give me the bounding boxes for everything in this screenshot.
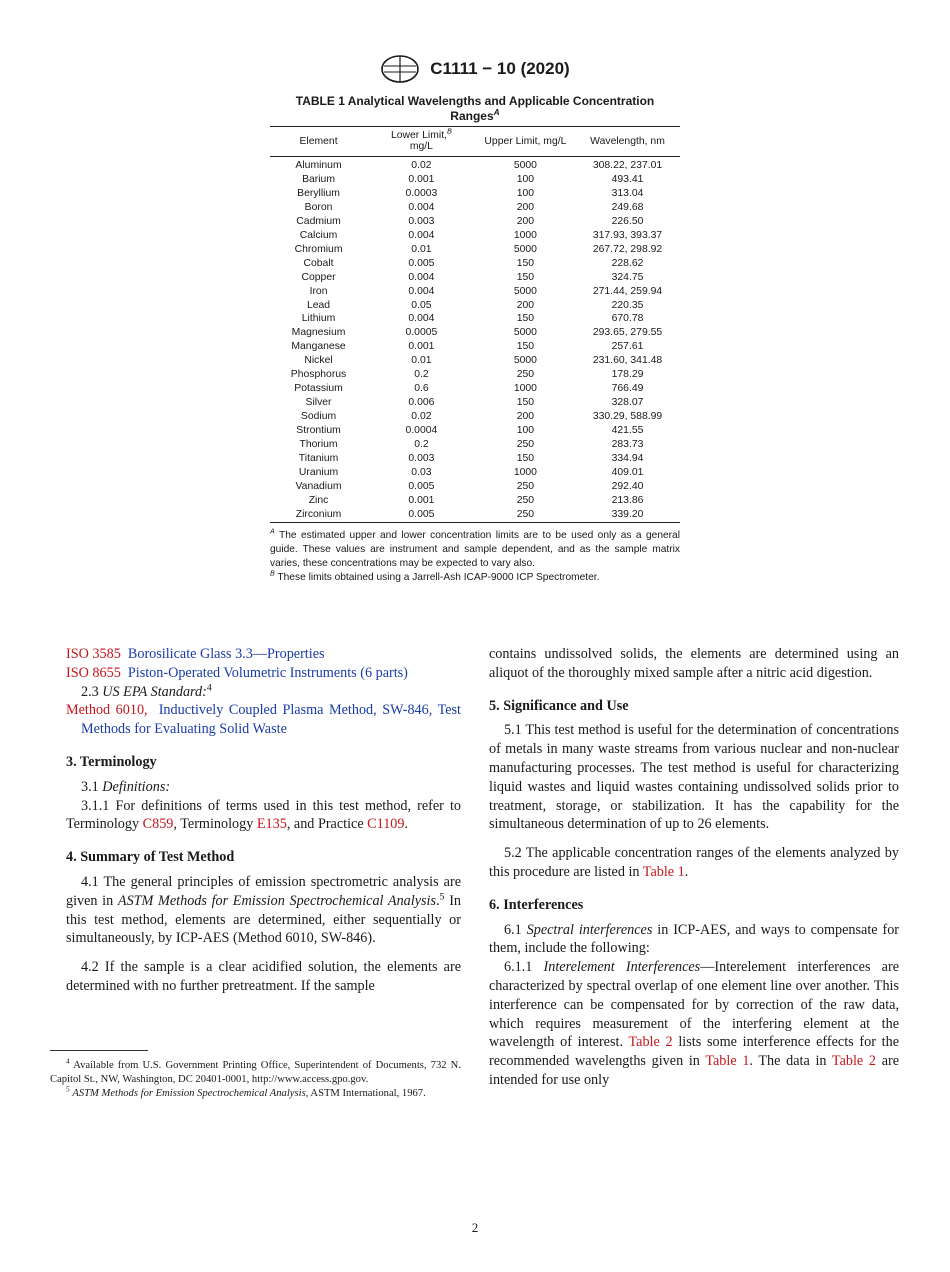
cell-wavelength: 334.94 xyxy=(611,453,644,465)
table-1-link[interactable]: Table 1 xyxy=(642,863,685,880)
section-number: 6.1.1 xyxy=(504,959,533,976)
cell-element: Potassium xyxy=(294,383,343,395)
cell-element: Strontium xyxy=(296,425,341,437)
header-lower-limit-sup: B xyxy=(446,126,452,136)
page-footnotes xyxy=(50,1056,461,1102)
cell-upper-limit: 250 xyxy=(516,439,535,451)
cell-lower-limit: 0.0005 xyxy=(405,327,438,339)
table-header-row xyxy=(270,127,680,157)
table-row xyxy=(270,354,680,368)
cell-upper-limit: 150 xyxy=(516,341,535,353)
cell-upper-limit: 250 xyxy=(516,369,535,381)
table-footnote-b xyxy=(270,571,680,585)
cell-wavelength: 213.86 xyxy=(611,494,644,506)
concentration-table xyxy=(270,126,680,523)
cell-lower-limit: 0.005 xyxy=(408,480,435,492)
cell-wavelength: 178.29 xyxy=(611,369,644,381)
cell-element: Beryllium xyxy=(297,187,340,199)
cell-wavelength: 220.35 xyxy=(611,299,644,311)
table-footnote-a-mark: A xyxy=(270,527,275,536)
standard-link-c1109[interactable]: C1109 xyxy=(367,816,405,833)
cell-wavelength: 324.75 xyxy=(611,271,644,283)
cell-upper-limit: 100 xyxy=(516,173,535,185)
section-5-2 xyxy=(489,844,899,882)
table-footnote-b-text: These limits obtained using a Jarrell-Ash ICAP-9000 ICP Spectrometer. xyxy=(277,572,600,583)
cell-element: Vanadium xyxy=(295,480,342,492)
reference-method-6010 xyxy=(66,701,461,739)
footnote-rule xyxy=(50,1050,148,1051)
section-title: US EPA Standard: xyxy=(102,683,207,700)
cell-upper-limit: 5000 xyxy=(513,355,537,367)
section-5-1: 5.1 This test method is useful for the determination of concentrations of metals in many waste streams from various nuclear and non-nuclear manufacturing processes. The test method is useful for characterizing liquid wastes and liquid wastes containing undissolved solids prior to treatment, storage, or stabilization. It has the capability for the simultaneous determination of up to 26 elements. xyxy=(489,722,899,833)
table-footnotes xyxy=(270,529,680,585)
cell-wavelength: 766.49 xyxy=(611,383,644,395)
cell-upper-limit: 150 xyxy=(516,453,535,465)
table-caption-footnote-mark: A xyxy=(493,107,500,117)
cell-upper-limit: 200 xyxy=(516,299,535,311)
section-3-1-1 xyxy=(66,797,461,835)
cell-wavelength: 283.73 xyxy=(611,439,644,451)
page-number: 2 xyxy=(471,1220,479,1235)
table-row xyxy=(270,157,680,173)
heading-terminology: 3. Terminology xyxy=(66,753,157,770)
cell-lower-limit: 0.01 xyxy=(411,355,432,367)
footnote-ref[interactable]: 4 xyxy=(206,681,212,693)
cell-upper-limit: 5000 xyxy=(513,243,537,255)
cell-element: Cobalt xyxy=(303,257,334,269)
heading-interferences: 6. Interferences xyxy=(489,896,584,913)
paragraph-text: , Terminology xyxy=(173,816,254,833)
section-2-3 xyxy=(66,683,461,702)
cell-wavelength: 271.44, 259.94 xyxy=(592,285,663,297)
cell-wavelength: 292.40 xyxy=(611,480,644,492)
footnote-text: , ASTM International, 1967. xyxy=(305,1088,426,1100)
cell-lower-limit: 0.2 xyxy=(414,369,429,381)
section-4-2-continued: contains undissolved solids, the elements are determined using an aliquot of the thoroughly mixed sample after a nitric acid digestion. xyxy=(489,646,899,681)
page-header xyxy=(0,54,950,84)
paragraph-text: . xyxy=(404,816,409,833)
cell-wavelength: 249.68 xyxy=(611,201,644,213)
table-row xyxy=(270,480,680,494)
cell-wavelength: 670.78 xyxy=(611,313,644,325)
cell-lower-limit: 0.0003 xyxy=(405,187,438,199)
cell-wavelength: 226.50 xyxy=(611,215,644,227)
cell-lower-limit: 0.005 xyxy=(408,257,435,269)
cell-lower-limit: 0.005 xyxy=(367,508,476,522)
cell-upper-limit: 5000 xyxy=(513,327,537,339)
cell-lower-limit: 0.004 xyxy=(408,229,435,241)
header-lower-limit-unit: mg/L xyxy=(409,141,433,152)
paragraph-text: , and Practice xyxy=(286,816,364,833)
cell-wavelength: 231.60, 341.48 xyxy=(592,355,663,367)
section-number: 3.1 xyxy=(81,778,99,795)
cell-wavelength: 421.55 xyxy=(611,425,644,437)
cell-element: Iron xyxy=(309,285,328,297)
cell-element: Calcium xyxy=(299,229,338,241)
cell-wavelength: 257.61 xyxy=(611,341,644,353)
cell-upper-limit: 150 xyxy=(516,271,535,283)
cell-wavelength: 339.20 xyxy=(575,508,680,522)
cell-lower-limit: 0.03 xyxy=(411,466,432,478)
table-footnote-a-text: The estimated upper and lower concentration limits are to be used only as a general guide. These values are instrument and sample dependent, and as the sample matrix varies, these concentrations may be expected to vary also. xyxy=(270,530,680,569)
table-row xyxy=(270,438,680,452)
cell-element: Lead xyxy=(306,299,331,311)
heading-summary: 4. Summary of Test Method xyxy=(66,849,235,866)
table-row xyxy=(270,285,680,299)
cell-lower-limit: 0.004 xyxy=(408,285,435,297)
cell-lower-limit: 0.003 xyxy=(408,453,435,465)
cell-lower-limit: 0.004 xyxy=(408,201,435,213)
table-caption-text: TABLE 1 Analytical Wavelengths and Applicable Concentration Ranges xyxy=(295,94,655,123)
cell-element: Aluminum xyxy=(295,160,342,171)
table-row xyxy=(270,410,680,424)
table-row xyxy=(270,201,680,215)
paragraph-text: 3.1.1 For definitions of terms used in this test method, refer to Terminology xyxy=(66,797,461,833)
cell-element: Sodium xyxy=(300,411,337,423)
cell-element: Boron xyxy=(304,201,333,213)
table-row xyxy=(270,243,680,257)
paragraph-text: . The data in xyxy=(749,1053,827,1070)
cell-element: Manganese xyxy=(291,341,346,353)
cell-wavelength: 330.29, 588.99 xyxy=(592,411,663,423)
cell-element: Zirconium xyxy=(270,508,367,522)
header-wavelength: Wavelength, nm xyxy=(575,127,680,157)
reference-code-link[interactable]: ISO 8655 xyxy=(66,664,121,681)
left-column xyxy=(66,645,461,996)
cell-upper-limit: 250 xyxy=(516,494,535,506)
table-2-link[interactable]: Table 2 xyxy=(831,1053,877,1070)
standard-link-e135[interactable]: E135 xyxy=(256,816,287,833)
section-6-1 xyxy=(489,921,899,959)
publication-title: ASTM Methods for Emission Spectrochemical Analysis xyxy=(117,892,436,909)
footnote-5 xyxy=(50,1084,461,1101)
cell-upper-limit: 250 xyxy=(476,508,575,522)
cell-lower-limit: 0.01 xyxy=(411,243,432,255)
cell-upper-limit: 200 xyxy=(516,215,535,227)
paragraph-text: in ICP-AES, and ways to compensate for them, include the following: xyxy=(489,921,900,957)
section-number: 2.3 xyxy=(81,683,99,700)
header-lower-limit xyxy=(367,127,476,157)
cell-upper-limit: 150 xyxy=(516,397,535,409)
reference-iso-8655 xyxy=(66,664,461,683)
reference-title-link[interactable]: Inductively Coupled Plasma Method, SW-846, Test Methods for Evaluating Solid Waste xyxy=(81,702,462,738)
section-title: Spectral interferences xyxy=(526,921,653,938)
table-row xyxy=(270,312,680,326)
table-caption xyxy=(270,94,680,124)
reference-code-link[interactable]: Method 6010, xyxy=(66,702,148,719)
footnote-mark: 4 xyxy=(66,1056,70,1066)
cell-lower-limit: 0.02 xyxy=(411,160,432,171)
table-footnote-a xyxy=(270,529,680,571)
cell-upper-limit: 150 xyxy=(516,313,535,325)
cell-element: Chromium xyxy=(294,243,343,255)
cell-upper-limit: 100 xyxy=(516,425,535,437)
cell-element: Magnesium xyxy=(291,327,346,339)
paragraph-text: 4.1 The general principles of emission spectrometric analysis are given in xyxy=(66,873,461,909)
paragraph-text: . xyxy=(684,863,689,880)
header-element: Element xyxy=(270,127,367,157)
table-row xyxy=(270,508,680,522)
cell-wavelength: 267.72, 298.92 xyxy=(592,243,663,255)
table-row xyxy=(270,368,680,382)
footnote-text: Available from U.S. Government Printing Office, Superintendent of Documents, 732 N. Capitol St., NW, Washington, DC 20401-0001, http://www.access.gpo.gov. xyxy=(50,1060,461,1086)
table-row xyxy=(270,466,680,480)
cell-element: Zinc xyxy=(308,494,329,506)
cell-element: Copper xyxy=(301,271,336,283)
cell-element: Nickel xyxy=(304,355,333,367)
section-4-1 xyxy=(66,873,461,948)
cell-lower-limit: 0.2 xyxy=(414,439,429,451)
section-3-1 xyxy=(66,778,461,797)
cell-element: Thorium xyxy=(299,439,338,451)
cell-wavelength: 328.07 xyxy=(611,397,644,409)
cell-element: Uranium xyxy=(298,466,339,478)
standard-code: C1111 − 10 (2020) xyxy=(430,59,570,78)
paragraph-text: are intended for use only xyxy=(489,1053,900,1088)
table-row xyxy=(270,271,680,285)
cell-upper-limit: 250 xyxy=(516,480,535,492)
cell-lower-limit: 0.001 xyxy=(408,494,435,506)
header-upper-limit: Upper Limit, mg/L xyxy=(476,127,575,157)
paragraph-text: 5.2 The applicable concentration ranges of the elements analyzed by this procedure are listed in xyxy=(489,845,899,880)
right-column xyxy=(489,645,899,1090)
standard-link-c859[interactable]: C859 xyxy=(142,816,174,833)
table-row xyxy=(270,215,680,229)
cell-lower-limit: 0.003 xyxy=(408,215,435,227)
reference-title-link[interactable]: Borosilicate Glass 3.3—Properties xyxy=(127,646,325,662)
cell-element: Barium xyxy=(302,173,335,185)
section-number: 6.1 xyxy=(504,921,522,938)
table-row xyxy=(270,229,680,243)
table-1-link[interactable]: Table 1 xyxy=(705,1053,750,1070)
cell-upper-limit: 5000 xyxy=(513,285,537,297)
table-row xyxy=(270,257,680,271)
cell-lower-limit: 0.0004 xyxy=(405,425,438,437)
paragraph-text: In this test method, elements are determined, either sequentially or simultaneously, by ICP-AES (Method 6010, SW-846). xyxy=(66,892,462,947)
header-lower-limit-label: Lower Limit, xyxy=(390,130,447,141)
footnote-ref[interactable]: 5 xyxy=(439,891,445,903)
cell-wavelength: 317.93, 393.37 xyxy=(592,229,663,241)
table-2-link[interactable]: Table 2 xyxy=(628,1034,673,1051)
section-6-1-1 xyxy=(489,958,899,1090)
cell-lower-limit: 0.004 xyxy=(408,271,435,283)
cell-upper-limit: 1000 xyxy=(513,466,537,478)
cell-lower-limit: 0.001 xyxy=(408,173,435,185)
cell-upper-limit: 150 xyxy=(516,257,535,269)
cell-upper-limit: 1000 xyxy=(513,229,537,241)
table-row xyxy=(270,340,680,354)
cell-element: Cadmium xyxy=(296,215,341,227)
cell-upper-limit: 200 xyxy=(516,411,535,423)
table-row xyxy=(270,187,680,201)
table-row xyxy=(270,494,680,508)
footnote-4 xyxy=(50,1056,461,1087)
footnote-mark: 5 xyxy=(66,1084,70,1094)
cell-lower-limit: 0.05 xyxy=(411,299,432,311)
table-row xyxy=(270,424,680,438)
section-4-2: 4.2 If the sample is a clear acidified solution, the elements are determined with no further pretreatment. If the sample xyxy=(66,959,461,994)
heading-significance: 5. Significance and Use xyxy=(489,697,629,714)
cell-lower-limit: 0.02 xyxy=(411,411,432,423)
section-title: Interelement Interferences xyxy=(543,959,701,976)
table-row xyxy=(270,173,680,187)
cell-upper-limit: 1000 xyxy=(513,383,537,395)
cell-element: Silver xyxy=(305,397,332,409)
cell-wavelength: 308.22, 237.01 xyxy=(592,160,663,171)
cell-upper-limit: 200 xyxy=(516,201,535,213)
cell-element: Titanium xyxy=(298,453,339,465)
reference-title-link[interactable]: Piston-Operated Volumetric Instruments (6 parts) xyxy=(127,664,408,681)
cell-wavelength: 228.62 xyxy=(611,257,644,269)
cell-lower-limit: 0.006 xyxy=(408,397,435,409)
reference-iso-3585 xyxy=(66,645,461,664)
astm-logo-icon xyxy=(380,54,420,84)
cell-upper-limit: 100 xyxy=(516,187,535,199)
cell-element: Lithium xyxy=(301,313,336,325)
table-row xyxy=(270,299,680,313)
cell-upper-limit: 5000 xyxy=(513,160,537,171)
cell-lower-limit: 0.004 xyxy=(408,313,435,325)
table-row xyxy=(270,452,680,466)
reference-code-link[interactable]: ISO 3585 xyxy=(66,646,121,662)
cell-wavelength: 293.65, 279.55 xyxy=(592,327,663,339)
table-body xyxy=(270,157,680,523)
section-title: Definitions: xyxy=(102,778,171,795)
cell-element: Phosphorus xyxy=(290,369,347,381)
table-row xyxy=(270,382,680,396)
paragraph-text: —Interelement interferences are characterized by spectral overlap of one element line over another. This interference can be compensated for by correction of the raw data, which requires measurement of the interfering element at the wavelength of interest. xyxy=(489,959,899,1051)
paragraph-text: lists some interference effects for the recommended wavelengths given in xyxy=(489,1034,899,1070)
cell-wavelength: 409.01 xyxy=(611,466,644,478)
cell-lower-limit: 0.6 xyxy=(414,383,429,395)
cell-lower-limit: 0.001 xyxy=(408,341,435,353)
cell-wavelength: 493.41 xyxy=(611,173,644,185)
table-row xyxy=(270,396,680,410)
table-row xyxy=(270,326,680,340)
publication-title: ASTM Methods for Emission Spectrochemical Analysis xyxy=(72,1088,306,1100)
concentration-table-wrapper xyxy=(270,126,680,523)
table-footnote-b-mark: B xyxy=(270,569,275,578)
paragraph-text: . xyxy=(436,892,440,909)
cell-wavelength: 313.04 xyxy=(611,187,644,199)
